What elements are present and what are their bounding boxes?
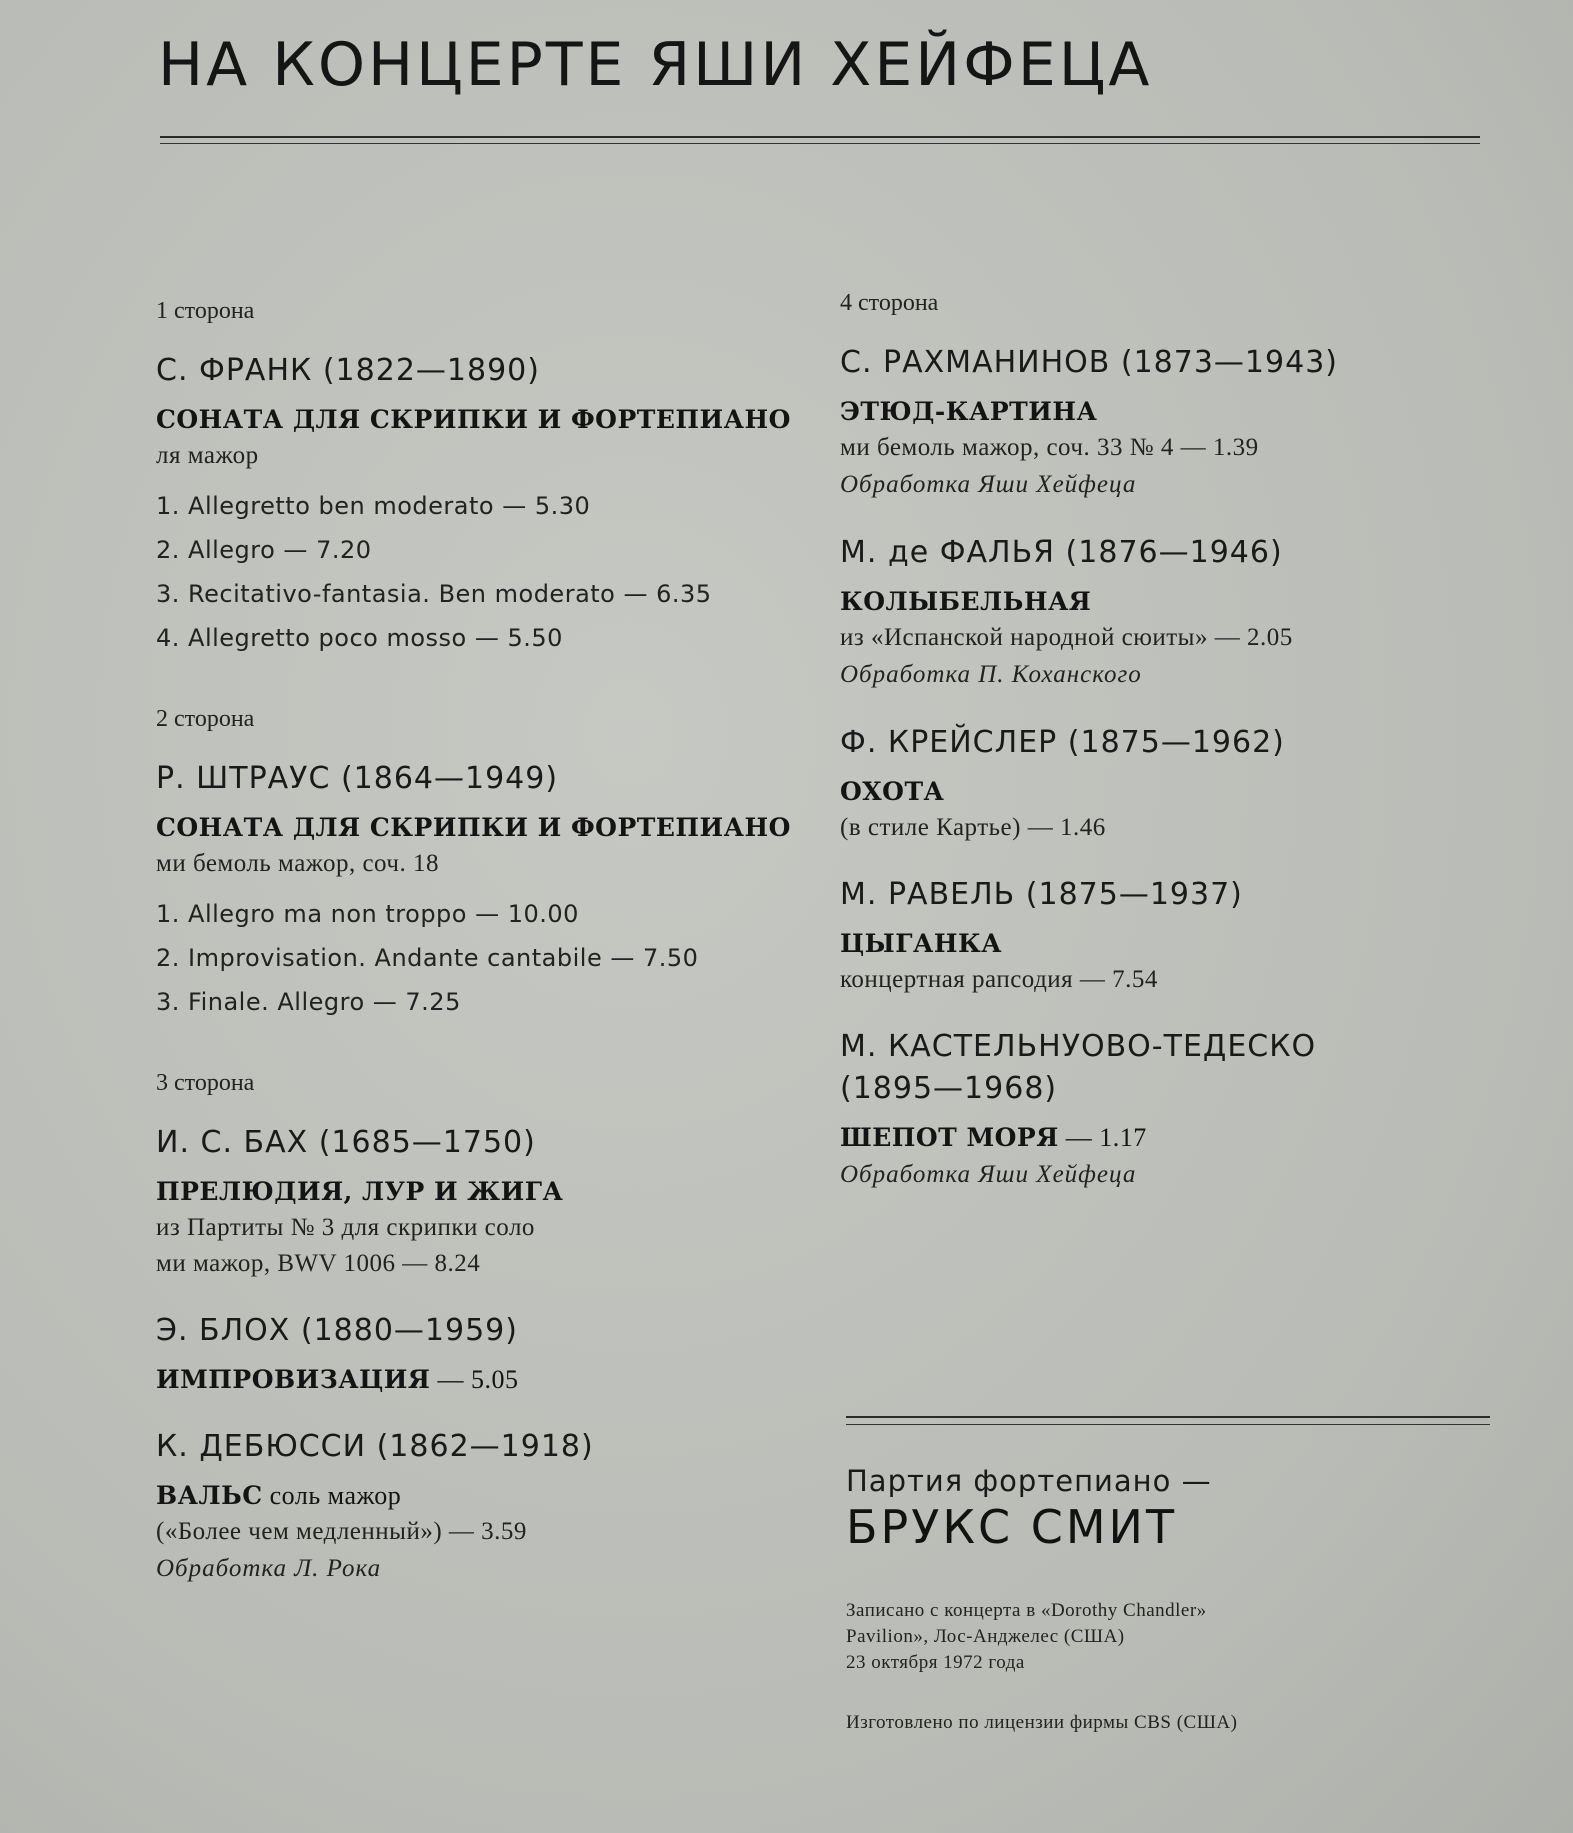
side-3-label: 3 сторона xyxy=(156,1070,255,1096)
work-description: (в стиле Картье) — 1.46 xyxy=(840,814,1106,841)
work-description: ми мажор, BWV 1006 — 8.24 xyxy=(156,1250,481,1277)
side-2-label: 2 сторона xyxy=(156,706,255,732)
right-column xyxy=(840,290,1520,1222)
work-key: соль мажор xyxy=(262,1481,402,1510)
arrangement-credit: Обработка Яши Хейфеца xyxy=(840,471,1137,498)
recording-note: Pavilion», Лос-Анджелес (США) xyxy=(846,1626,1125,1647)
kreisler-block xyxy=(840,722,1520,846)
page-title: НА КОНЦЕРТЕ ЯШИ ХЕЙФЕЦА xyxy=(158,30,1153,100)
work-description: («Более чем медленный») — 3.59 xyxy=(156,1518,527,1545)
work-description: из «Испанской народной сюиты» — 2.05 xyxy=(840,624,1293,651)
work-title: ИМПРОВИЗАЦИЯ xyxy=(156,1365,431,1394)
work-key: ми бемоль мажор, соч. 18 xyxy=(156,850,439,877)
work-duration: — 1.17 xyxy=(1058,1123,1147,1152)
credits-rule-top xyxy=(846,1416,1490,1418)
rachmaninov-block xyxy=(840,342,1520,504)
list-item: 2. Allegro — 7.20 xyxy=(156,536,372,564)
piano-credit-label: Партия фортепиано — xyxy=(846,1464,1212,1498)
left-column xyxy=(156,298,826,1616)
work-ravel: ЦЫГАНКА xyxy=(840,929,1003,958)
list-item: 3. Finale. Allegro — 7.25 xyxy=(156,988,461,1016)
movement-list xyxy=(156,484,826,660)
composer-bloch: Э. БЛОХ (1880—1959) xyxy=(156,1313,518,1348)
arrangement-credit: Обработка П. Коханского xyxy=(840,661,1142,688)
work-kreisler: ОХОТА xyxy=(840,777,945,806)
composer-debussy: К. ДЕБЮССИ (1862—1918) xyxy=(156,1429,594,1464)
work-bloch xyxy=(156,1362,826,1398)
side-1-label: 1 сторона xyxy=(156,298,255,324)
castelnuovo-block xyxy=(840,1026,1520,1194)
composer-rachmaninov: С. РАХМАНИНОВ (1873—1943) xyxy=(840,345,1338,380)
work-debussy xyxy=(156,1478,826,1514)
work-bach: ПРЕЛЮДИЯ, ЛУР И ЖИГА xyxy=(156,1177,564,1206)
work-strauss-sonata: СОНАТА ДЛЯ СКРИПКИ И ФОРТЕПИАНО xyxy=(156,813,791,842)
bloch-block xyxy=(156,1310,826,1398)
ravel-block xyxy=(840,874,1520,998)
debussy-block xyxy=(156,1426,826,1588)
list-item: 4. Allegretto poco mosso — 5.50 xyxy=(156,624,563,652)
work-castelnuovo xyxy=(840,1120,1520,1156)
composer-kreisler: Ф. КРЕЙСЛЕР (1875—1962) xyxy=(840,725,1285,760)
composer-falla: М. де ФАЛЬЯ (1876—1946) xyxy=(840,535,1283,570)
work-key: ля мажор xyxy=(156,442,259,469)
composer-castelnuovo: М. КАСТЕЛЬНУОВО-ТЕДЕСКО xyxy=(840,1029,1317,1064)
work-rachmaninov: ЭТЮД-КАРТИНА xyxy=(840,397,1098,426)
list-item: 3. Recitativo-fantasia. Ben moderato — 6.35 xyxy=(156,580,712,608)
work-description: из Партиты № 3 для скрипки соло xyxy=(156,1214,535,1241)
side-4-label: 4 сторона xyxy=(840,290,939,316)
credits-section xyxy=(846,1464,1526,1736)
list-item: 2. Improvisation. Andante cantabile — 7.50 xyxy=(156,944,699,972)
work-franck-sonata: СОНАТА ДЛЯ СКРИПКИ И ФОРТЕПИАНО xyxy=(156,405,791,434)
composer-bach: И. С. БАХ (1685—1750) xyxy=(156,1125,536,1160)
bach-block xyxy=(156,1122,826,1282)
movement-list xyxy=(156,892,826,1024)
recording-date: 23 октября 1972 года xyxy=(846,1652,1025,1673)
work-title: ШЕПОТ МОРЯ xyxy=(840,1123,1059,1152)
composer-ravel: М. РАВЕЛЬ (1875—1937) xyxy=(840,877,1243,912)
list-item: 1. Allegretto ben moderato — 5.30 xyxy=(156,492,591,520)
work-duration: — 5.05 xyxy=(430,1365,519,1394)
arrangement-credit: Обработка Яши Хейфеца xyxy=(840,1161,1137,1188)
list-item: 1. Allegro ma non troppo — 10.00 xyxy=(156,900,579,928)
title-rule-top xyxy=(160,136,1480,138)
recording-note: Записано с концерта в «Dorothy Chandler» xyxy=(846,1600,1207,1621)
composer-castelnuovo-dates: (1895—1968) xyxy=(840,1071,1058,1106)
credits-rule-bottom xyxy=(846,1424,1490,1425)
work-falla: КОЛЫБЕЛЬНАЯ xyxy=(840,587,1092,616)
pianist-name: БРУКС СМИТ xyxy=(846,1500,1178,1554)
work-description: ми бемоль мажор, соч. 33 № 4 — 1.39 xyxy=(840,434,1259,461)
composer-franck: С. ФРАНК (1822—1890) xyxy=(156,353,540,388)
work-description: концертная рапсодия — 7.54 xyxy=(840,966,1158,993)
arrangement-credit: Обработка Л. Рока xyxy=(156,1555,382,1582)
composer-strauss: Р. ШТРАУС (1864—1949) xyxy=(156,761,559,796)
falla-block xyxy=(840,532,1520,694)
license-note: Изготовлено по лицензии фирмы CBS (США) xyxy=(846,1712,1238,1733)
title-rule-bottom xyxy=(160,143,1480,144)
work-title: ВАЛЬС xyxy=(156,1481,263,1510)
